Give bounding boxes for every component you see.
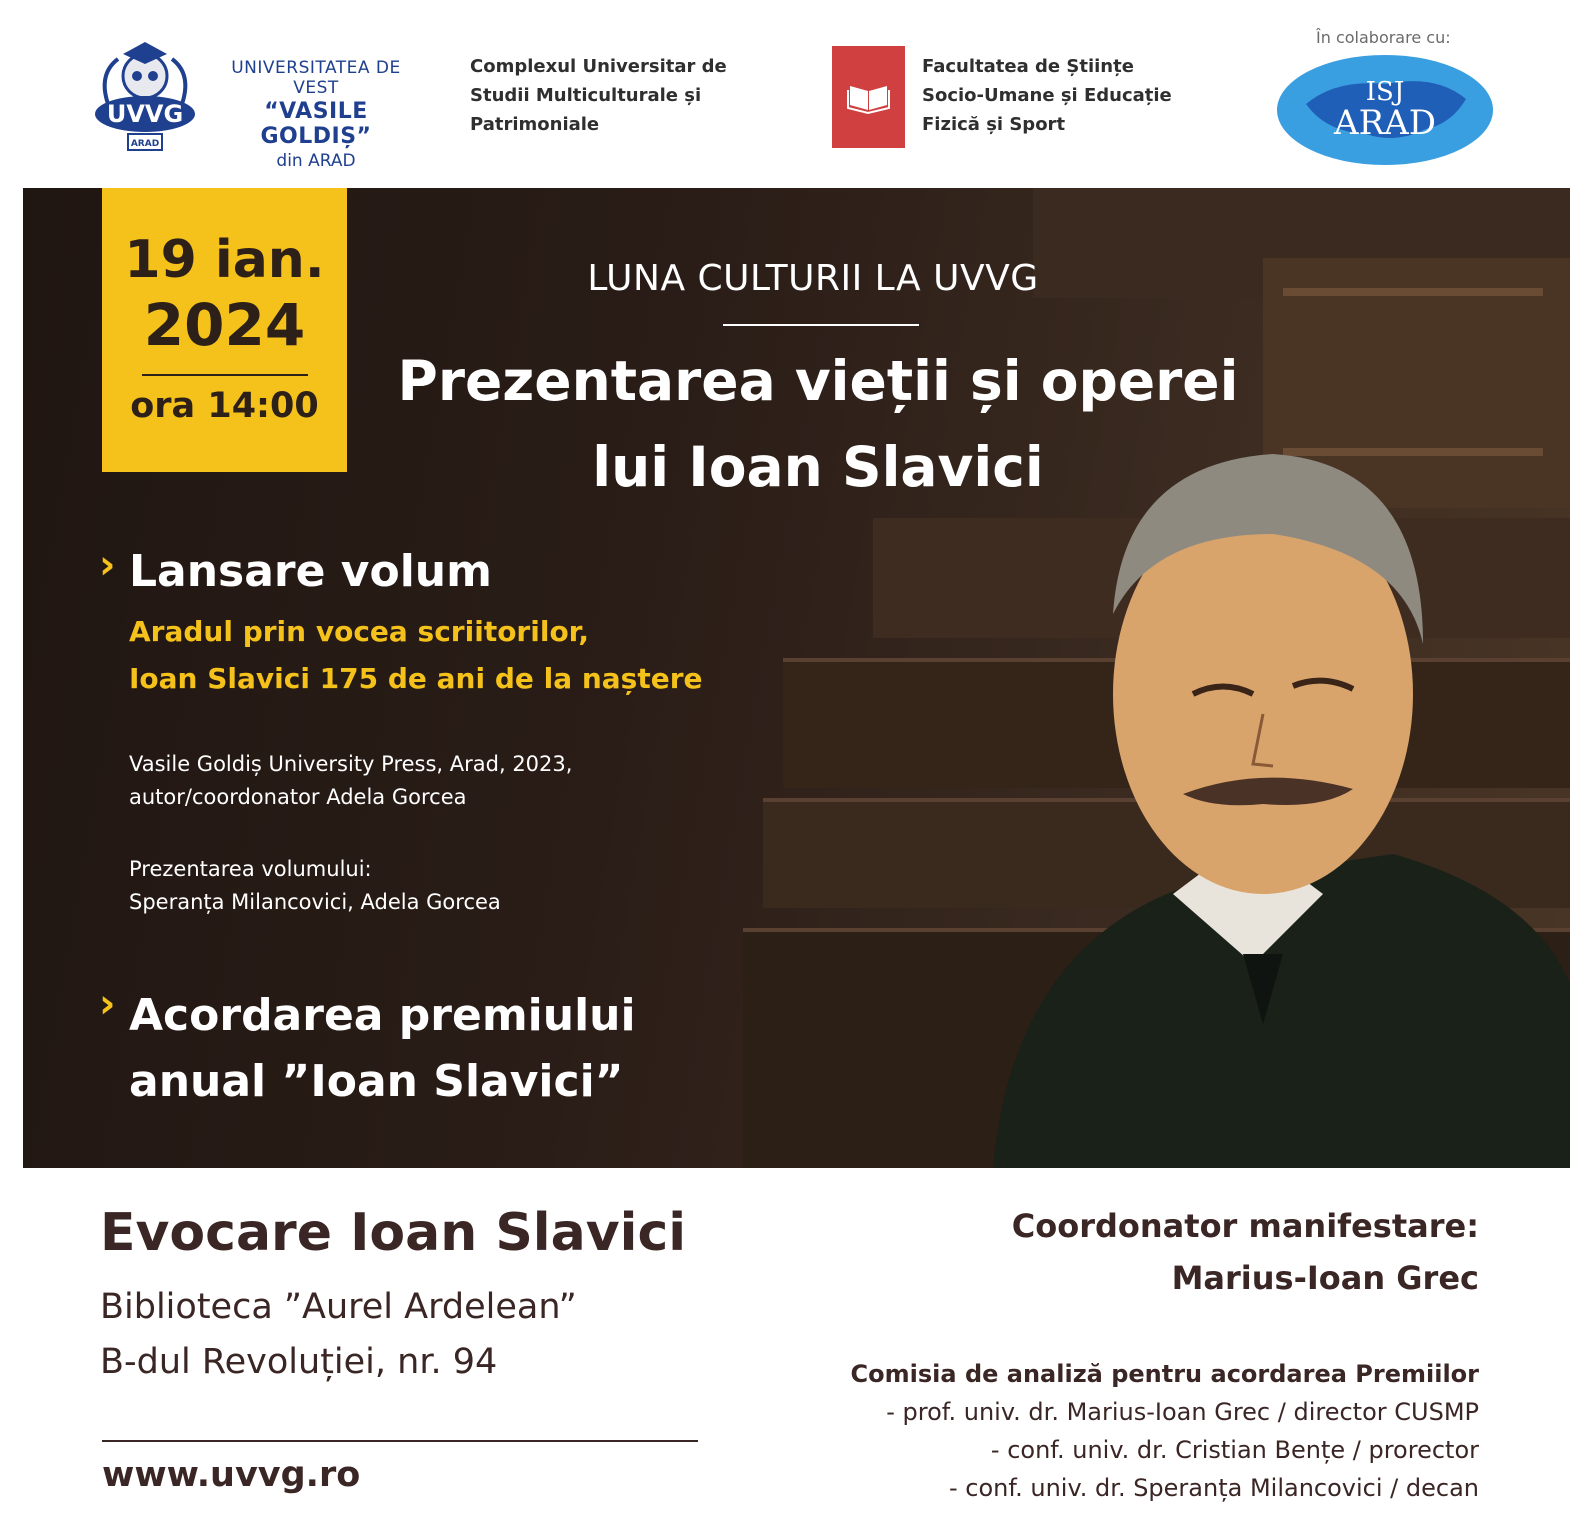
- event-date-box: [102, 188, 347, 472]
- event-title-line2: lui Ioan Slavici: [592, 435, 1044, 499]
- coordinator-block: [1012, 1200, 1479, 1304]
- faculty-name: [922, 52, 1212, 139]
- isj-arad-logo: [1276, 54, 1494, 166]
- complex-name: [470, 52, 750, 139]
- section-award-heading: [129, 983, 636, 1115]
- header-logos: [0, 0, 1593, 188]
- uvvg-logo: [88, 34, 202, 156]
- complex-line2: Studii Multiculturale și: [470, 85, 702, 106]
- book-publisher: [129, 748, 572, 814]
- award-heading-line1: Acordarea premiului: [129, 990, 636, 1041]
- award-heading-line2: anual ”Ioan Slavici”: [129, 1056, 624, 1107]
- faculty-line2: Socio-Umane și Educație: [922, 85, 1172, 106]
- book-publisher-line1: Vasile Goldiș University Press, Arad, 2023,: [129, 752, 573, 776]
- faculty-line3: Fizică și Sport: [922, 114, 1066, 135]
- section-book-launch-heading: Lansare volum: [129, 546, 492, 597]
- date-divider: [142, 374, 308, 376]
- bullet-chevron-icon: ›: [99, 542, 116, 588]
- website-link[interactable]: www.uvvg.ro: [102, 1455, 361, 1495]
- venue-line2: B-dul Revoluției, nr. 94: [100, 1342, 498, 1382]
- faculty-book-logo: [832, 46, 905, 148]
- footer-divider: [102, 1440, 698, 1442]
- venue-address: [100, 1280, 577, 1390]
- university-line2: “VASILE GOLDIȘ”: [260, 99, 372, 149]
- svg-text:ARAD: ARAD: [130, 139, 160, 149]
- faculty-line1: Facultatea de Științe: [922, 56, 1134, 77]
- ioan-slavici-portrait: [953, 424, 1570, 1168]
- commission-member: - conf. univ. dr. Speranța Milancovici / decan: [949, 1474, 1479, 1502]
- complex-line3: Patrimoniale: [470, 114, 600, 135]
- open-book-icon: [832, 46, 905, 148]
- evocation-title: Evocare Ioan Slavici: [100, 1203, 687, 1263]
- commission-block: [851, 1355, 1479, 1507]
- book-title-line2: Ioan Slavici 175 de ani de la naștere: [129, 662, 703, 695]
- collaboration-label: În colaborare cu:: [1316, 28, 1451, 47]
- subtitle-divider: [723, 324, 919, 326]
- event-date-day: 19 ian.: [124, 230, 325, 290]
- book-presenters: [129, 853, 501, 919]
- commission-member: - conf. univ. dr. Cristian Bențe / prorector: [990, 1436, 1479, 1464]
- commission-heading: Comisia de analiză pentru acordarea Premiilor: [850, 1360, 1479, 1388]
- commission-member: - prof. univ. dr. Marius-Ioan Grec / director CUSMP: [886, 1398, 1479, 1426]
- event-time: ora 14:00: [130, 386, 319, 426]
- coordinator-name: Marius-Ioan Grec: [1171, 1259, 1479, 1297]
- university-name: [206, 58, 426, 171]
- complex-line1: Complexul Universitar de: [470, 56, 727, 77]
- book-presenters-line2: Speranța Milancovici, Adela Gorcea: [129, 890, 501, 914]
- venue-line1: Biblioteca ”Aurel Ardelean”: [100, 1287, 577, 1327]
- book-title: [129, 608, 703, 702]
- university-line1: UNIVERSITATEA DE VEST: [231, 58, 401, 98]
- university-line3: din ARAD: [276, 151, 356, 171]
- event-subtitle: LUNA CULTURII LA UVVG: [587, 258, 1039, 299]
- book-presenters-line1: Prezentarea volumului:: [129, 857, 372, 881]
- event-banner: [23, 188, 1570, 1168]
- svg-text:ARAD: ARAD: [1334, 103, 1436, 143]
- svg-text:ISJ: ISJ: [1365, 77, 1405, 107]
- event-date-year: 2024: [143, 291, 306, 359]
- book-title-line1: Aradul prin vocea scriitorilor,: [129, 615, 590, 648]
- coordinator-label: Coordonator manifestare:: [1011, 1207, 1479, 1245]
- bullet-chevron-icon: ›: [99, 981, 116, 1027]
- book-publisher-line2: autor/coordonator Adela Gorcea: [129, 785, 467, 809]
- svg-text:UVVG: UVVG: [106, 100, 184, 128]
- event-title-line1: Prezentarea vieții și operei: [397, 349, 1239, 413]
